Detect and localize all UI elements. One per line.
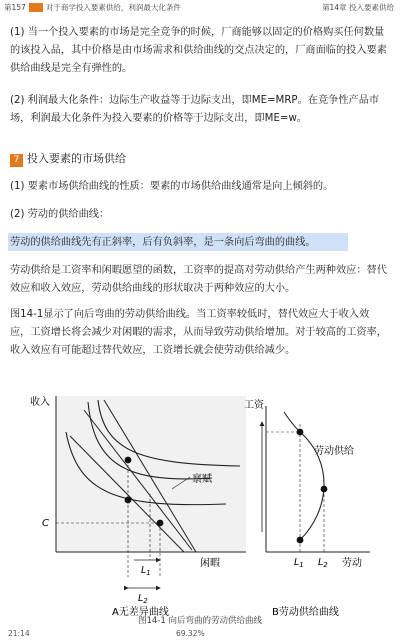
header-chapter: 对于商学投入要素供给，利润最大化条件 [45, 3, 181, 12]
labor-supply-curve [284, 412, 324, 540]
equilibrium-point-1 [125, 457, 132, 464]
paragraph-2: (2) 利润最大化条件：边际生产收益等于边际支出，即ME=MRP。在竞争性产品市场，利润最大化条件为投入要素的价格等于边际支出，即ME=w。 [10, 95, 380, 124]
budget-label: 禀赋 [192, 474, 212, 485]
figure-caption: 图14-1 向后弯曲的劳动供给曲线 [138, 616, 262, 626]
labor-supply-panel [244, 398, 370, 618]
reader-footer [0, 627, 400, 640]
supply-point-mid [321, 486, 328, 493]
header-page: 第157 [4, 3, 26, 12]
panel-b-caption: B劳动供给曲线 [272, 607, 339, 618]
b-l2-label: $L_2$ [318, 557, 328, 569]
equilibrium-point-2 [125, 497, 132, 504]
panel-a-background [56, 396, 246, 552]
paragraph-4: 图14-1显示了向后弯曲的劳动供给曲线。当工资率较低时，替代效应大于收入效应，工资增长将会减少对闲暇的需求，从而导致劳动供给增加。对于较高的工资率，收入效应有可能超过替代效应，工资增长就会使劳动供给减少。 [10, 309, 387, 356]
b-l1-label: $L_1$ [294, 557, 304, 569]
wage-axis-label: 工资 [244, 400, 264, 411]
l1-label: $L_1$ [141, 565, 151, 577]
y-axis-label: 收入 [30, 397, 50, 408]
reader-header [0, 0, 400, 14]
section-title: 投入要素的市场供给 [27, 152, 126, 165]
highlighted-text[interactable]: 劳动的供给曲线先有正斜率，后有负斜率，是一条向后弯曲的曲线。 [10, 237, 316, 248]
book-icon [29, 3, 43, 12]
paragraph-3: 劳动供给是工资率和闲暇愿望的函数，工资率的提高对劳动供给产生两种效应：替代效应和收入效应，劳动供给曲线的形状取决于两种效应的大小。 [10, 265, 387, 294]
labor-axis-label: 劳动 [342, 558, 362, 569]
section-heading [10, 152, 126, 167]
l2-label: $L_2$ [138, 593, 148, 605]
c-label: C [42, 518, 49, 529]
supply-point-low [297, 537, 304, 544]
supply-point-high [297, 429, 304, 436]
figure-14-1 [0, 392, 400, 627]
section-number-badge: 7 [10, 154, 23, 167]
clock: 21:14 [8, 629, 30, 638]
paragraph-1: (1) 当一个投入要素的市场是完全竞争的时候，厂商能够以固定的价格购买任何数量的该投入品，其中价格是由市场需求和供给曲线的交点决定的，厂商面临的投入要素供给曲线是完全有弹性的。 [10, 27, 387, 74]
indifference-curve-panel [30, 395, 246, 618]
x-axis-label: 闲暇 [200, 558, 220, 569]
supply-property-line: (1) 要素市场供给曲线的性质：要素的市场供给曲线通常是向上倾斜的。 [10, 181, 334, 192]
panel-a-caption: A无差异曲线 [112, 607, 169, 618]
header-left [4, 2, 181, 13]
equilibrium-point-3 [157, 520, 164, 527]
header-right: 第14章 投入要素供给 [322, 3, 394, 12]
reading-progress: 69.32% [176, 629, 205, 638]
supply-curve-label: 劳动供给 [314, 446, 354, 457]
labor-supply-line: (2) 劳动的供给曲线： [10, 209, 110, 220]
